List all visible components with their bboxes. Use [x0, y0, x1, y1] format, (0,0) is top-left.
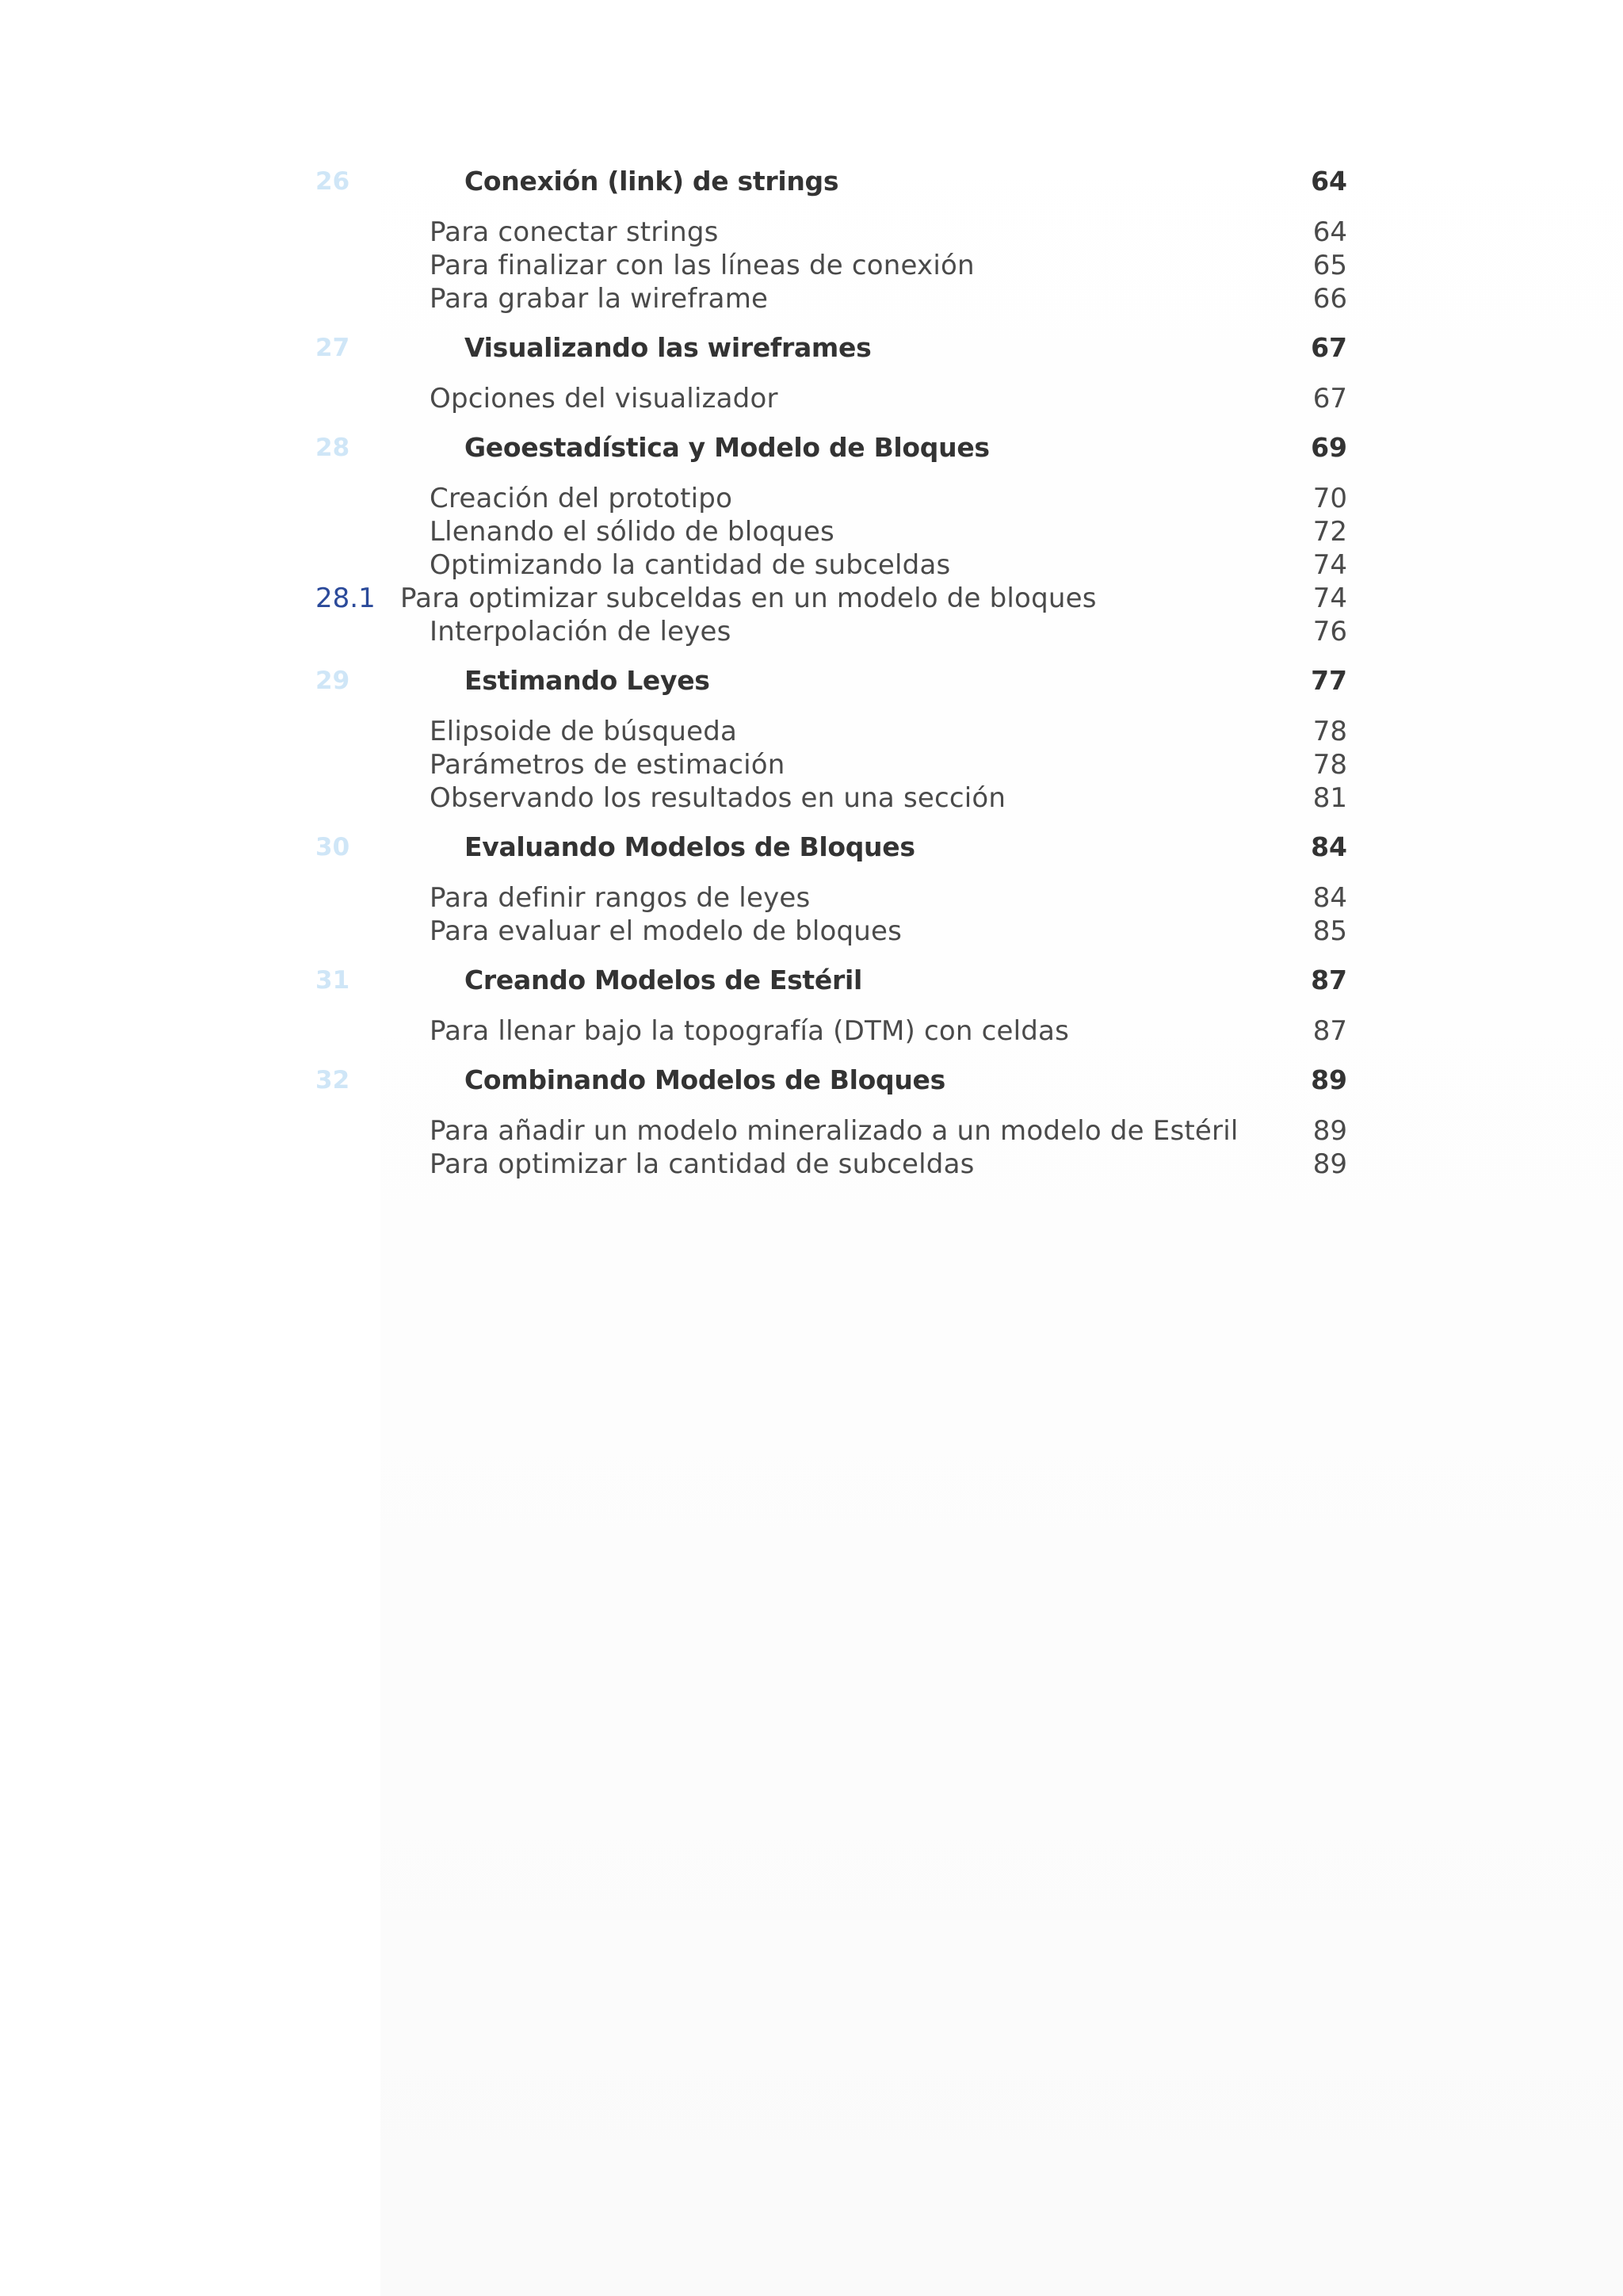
chapter-page-number: 67: [1311, 332, 1347, 363]
chapter-page-number: 64: [1311, 166, 1347, 197]
toc-chapter-30[interactable]: [0, 827, 1623, 868]
entry-page-number: 70: [1312, 483, 1347, 514]
toc-chapter-27[interactable]: [0, 327, 1623, 369]
entry-title: Para añadir un modelo mineralizado a un modelo de Estéril: [430, 1115, 1239, 1147]
toc-entry[interactable]: [0, 748, 1623, 781]
toc-entry[interactable]: [0, 715, 1623, 748]
chapter-page-number: 89: [1311, 1064, 1347, 1095]
entry-title: Creación del prototipo: [430, 483, 733, 514]
toc-entry[interactable]: [0, 282, 1623, 315]
entry-page-number: 74: [1312, 583, 1347, 614]
toc-entry[interactable]: [0, 1114, 1623, 1148]
toc-chapter-32[interactable]: [0, 1060, 1623, 1101]
toc-entry[interactable]: [0, 249, 1623, 282]
entry-title: Para optimizar la cantidad de subceldas: [430, 1148, 975, 1180]
entry-title: Opciones del visualizador: [430, 383, 778, 415]
chapter-title: Estimando Leyes: [464, 665, 710, 696]
entry-page-number: 78: [1312, 749, 1347, 781]
entry-page-number: 85: [1312, 915, 1347, 947]
entry-title: Elipsoide de búsqueda: [430, 716, 738, 747]
entry-page-number: 67: [1312, 383, 1347, 415]
entry-page-number: 72: [1312, 516, 1347, 548]
toc-entry[interactable]: [0, 781, 1623, 815]
chapter-title: Creando Modelos de Estéril: [464, 965, 862, 995]
entry-title: Para grabar la wireframe: [430, 283, 769, 315]
entry-title: Optimizando la cantidad de subceldas: [430, 549, 951, 581]
entry-page-number: 78: [1312, 716, 1347, 747]
toc-entry[interactable]: [0, 915, 1623, 948]
chapter-number: 28: [315, 434, 350, 462]
entry-title: Llenando el sólido de bloques: [430, 516, 834, 548]
toc-chapter-31[interactable]: [0, 960, 1623, 1001]
toc-chapter-28[interactable]: [0, 427, 1623, 468]
toc-chapter-26[interactable]: [0, 161, 1623, 202]
entry-title: Interpolación de leyes: [430, 616, 731, 648]
entry-page-number: 84: [1312, 882, 1347, 914]
chapter-title: Visualizando las wireframes: [464, 332, 872, 363]
toc-entry[interactable]: [0, 382, 1623, 415]
entry-page-number: 89: [1312, 1115, 1347, 1147]
entry-page-number: 81: [1312, 782, 1347, 814]
chapter-title: Evaluando Modelos de Bloques: [464, 831, 915, 862]
toc-entry[interactable]: [0, 216, 1623, 249]
chapter-number: 30: [315, 833, 350, 861]
chapter-title: Geoestadística y Modelo de Bloques: [464, 432, 990, 463]
toc-entry[interactable]: [0, 548, 1623, 582]
chapter-number: 27: [315, 334, 350, 362]
entry-title: Para evaluar el modelo de bloques: [430, 915, 903, 947]
entry-title: Para llenar bajo la topografía (DTM) con celdas: [430, 1015, 1070, 1047]
entry-page-number: 65: [1312, 250, 1347, 281]
entry-page-number: 66: [1312, 283, 1347, 315]
toc-subsection-entry[interactable]: [0, 582, 1623, 615]
toc-entry[interactable]: [0, 515, 1623, 548]
entry-page-number: 64: [1312, 216, 1347, 248]
entry-title: Observando los resultados en una sección: [430, 782, 1006, 814]
chapter-page-number: 84: [1311, 831, 1347, 862]
toc-entry[interactable]: [0, 615, 1623, 648]
chapter-number: 26: [315, 167, 350, 196]
chapter-page-number: 87: [1311, 965, 1347, 995]
entry-title: Para conectar strings: [430, 216, 719, 248]
toc-entry[interactable]: [0, 482, 1623, 515]
entry-title: Para finalizar con las líneas de conexión: [430, 250, 975, 281]
entry-page-number: 76: [1312, 616, 1347, 648]
chapter-title: Conexión (link) de strings: [464, 166, 839, 197]
chapter-number: 29: [315, 667, 350, 695]
entry-title: Para definir rangos de leyes: [430, 882, 811, 914]
toc-chapter-29[interactable]: [0, 660, 1623, 701]
chapter-number: 32: [315, 1066, 350, 1095]
toc-entry[interactable]: [0, 1014, 1623, 1048]
subsection-number: 28.1: [315, 583, 376, 614]
toc-entry[interactable]: [0, 1148, 1623, 1181]
chapter-title: Combinando Modelos de Bloques: [464, 1064, 945, 1095]
entry-title: Parámetros de estimación: [430, 749, 785, 781]
entry-title: Para optimizar subceldas en un modelo de bloques: [400, 583, 1097, 614]
chapter-page-number: 69: [1311, 432, 1347, 463]
entry-page-number: 89: [1312, 1148, 1347, 1180]
chapter-number: 31: [315, 966, 350, 995]
toc-entry[interactable]: [0, 881, 1623, 915]
entry-page-number: 74: [1312, 549, 1347, 581]
entry-page-number: 87: [1312, 1015, 1347, 1047]
chapter-page-number: 77: [1311, 665, 1347, 696]
